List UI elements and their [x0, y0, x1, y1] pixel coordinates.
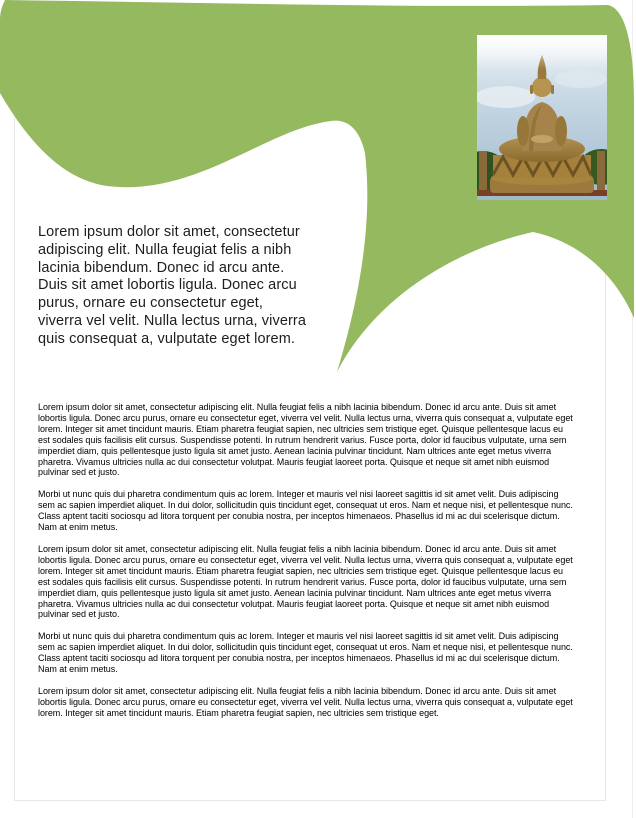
statue-head [532, 77, 552, 97]
buddha-photo [477, 35, 607, 200]
body-paragraph-3: Lorem ipsum dolor sit amet, consectetur adipiscing elit. Nulla feugiat felis a nibh lacinia bibendum. Donec id arcu ante. Duis sit amet lobortis ligula. Donec arcu purus, ornare eu consectetur eget, viverra vel velit. Nulla lectus urna, viverra quis consequat a, vulputate eget lorem. Integer sit amet tincidunt mauris. Etiam pharetra feugiat sapien, nec ultricies sem tristique eget. Quisque pellentesque lacus eu est sodales quis facilisis elit cursus. Suspendisse potenti. In rutrum hendrerit varius. Fusce porta, dolor id faucibus vulputate, urna sem imperdiet diam, quis pellentesque justo ligula sit amet justo. Aenean lacinia pulvinar tincidunt. Nam ultrices ante eget metus viverra pharetra. Vivamus ultricies nulla ac dui consectetur volutpat. Mauris feugiat laoreet porta. Quisque et neque sit amet nibh euismod pulvinar sed et justo. [38, 543, 573, 620]
body-paragraph-5: Lorem ipsum dolor sit amet, consectetur adipiscing elit. Nulla feugiat felis a nibh lacinia bibendum. Donec id arcu ante. Duis sit amet lobortis ligula. Donec arcu purus, ornare eu consectetur eget, viverra vel velit. Nulla lectus urna, viverra quis consequat a, vulputate eget lorem. Integer sit amet tincidunt mauris. Etiam pharetra feugiat sapien, nec ultricies sem tristique eget. [38, 685, 573, 718]
statue-arm-right [555, 116, 567, 146]
cloud [477, 86, 535, 108]
body-paragraph-4: Morbi ut nunc quis dui pharetra condimentum quis ac lorem. Integer et mauris vel nisi laoreet sagittis id sit amet velit. Duis adipiscing sem ac sapien imperdiet aliquet. In dui dolor, sollicitudin quis tincidunt eget, consequat ut eros. Nam et neque nisi, et pellentesque nunc. Class aptent taciti sociosqu ad litora torquent per conubia nostra, per inceptos himenaeos. Phasellus id mi ac dui scelerisque dictum. Nam at enim metus. [38, 631, 573, 675]
cloud [555, 70, 607, 88]
body-copy [38, 402, 576, 730]
statue-arm-left [517, 116, 529, 146]
fence-post-left [479, 151, 487, 195]
fence-post-right [597, 151, 605, 195]
intro-paragraph: Lorem ipsum dolor sit amet, consectetur adipiscing elit. Nulla feugiat felis a nibh lacinia bibendum. Donec id arcu ante. Duis sit amet lobortis ligula. Donec arcu purus, ornare eu consectetur eget, viverra vel velit. Nulla lectus urna, viverra quis consequat a, vulputate eget lorem. [38, 224, 307, 347]
body-paragraph-1: Lorem ipsum dolor sit amet, consectetur adipiscing elit. Nulla feugiat felis a nibh lacinia bibendum. Donec id arcu ante. Duis sit amet lobortis ligula. Donec arcu purus, ornare eu consectetur eget, viverra vel velit. Nulla lectus urna, viverra quis consequat a, vulputate eget lorem. Integer sit amet tincidunt mauris. Etiam pharetra feugiat sapien, nec ultricies sem tristique eget. Quisque pellentesque lacus eu est sodales quis facilisis elit cursus. Suspendisse potenti. In rutrum hendrerit varius. Fusce porta, dolor id faucibus vulputate, urna sem imperdiet diam, quis pellentesque justo ligula sit amet justo. Aenean lacinia pulvinar tincidunt. Nam ultrices ante eget metus viverra pharetra. Vivamus ultricies nulla ac dui consectetur volutpat. Mauris feugiat laoreet porta. Quisque et neque sit amet nibh euismod pulvinar sed et justo. [38, 402, 573, 478]
statue-ear-left [530, 85, 533, 94]
statue-ear-right [551, 85, 554, 94]
photo-top-haze [477, 35, 607, 69]
statue-hand [531, 135, 553, 143]
body-paragraph-2: Morbi ut nunc quis dui pharetra condimentum quis ac lorem. Integer et mauris vel nisi laoreet sagittis id sit amet velit. Duis adipiscing sem ac sapien imperdiet aliquet. In dui dolor, sollicitudin quis tincidunt eget, consequat ut eros. Nam et neque nisi, et pellentesque nunc. Class aptent taciti sociosqu ad litora torquent per conubia nostra, per inceptos himenaeos. Phasellus id mi ac dui scelerisque dictum. Nam at enim metus. [38, 489, 573, 533]
seated-buddha-statue-illustration [477, 35, 607, 200]
